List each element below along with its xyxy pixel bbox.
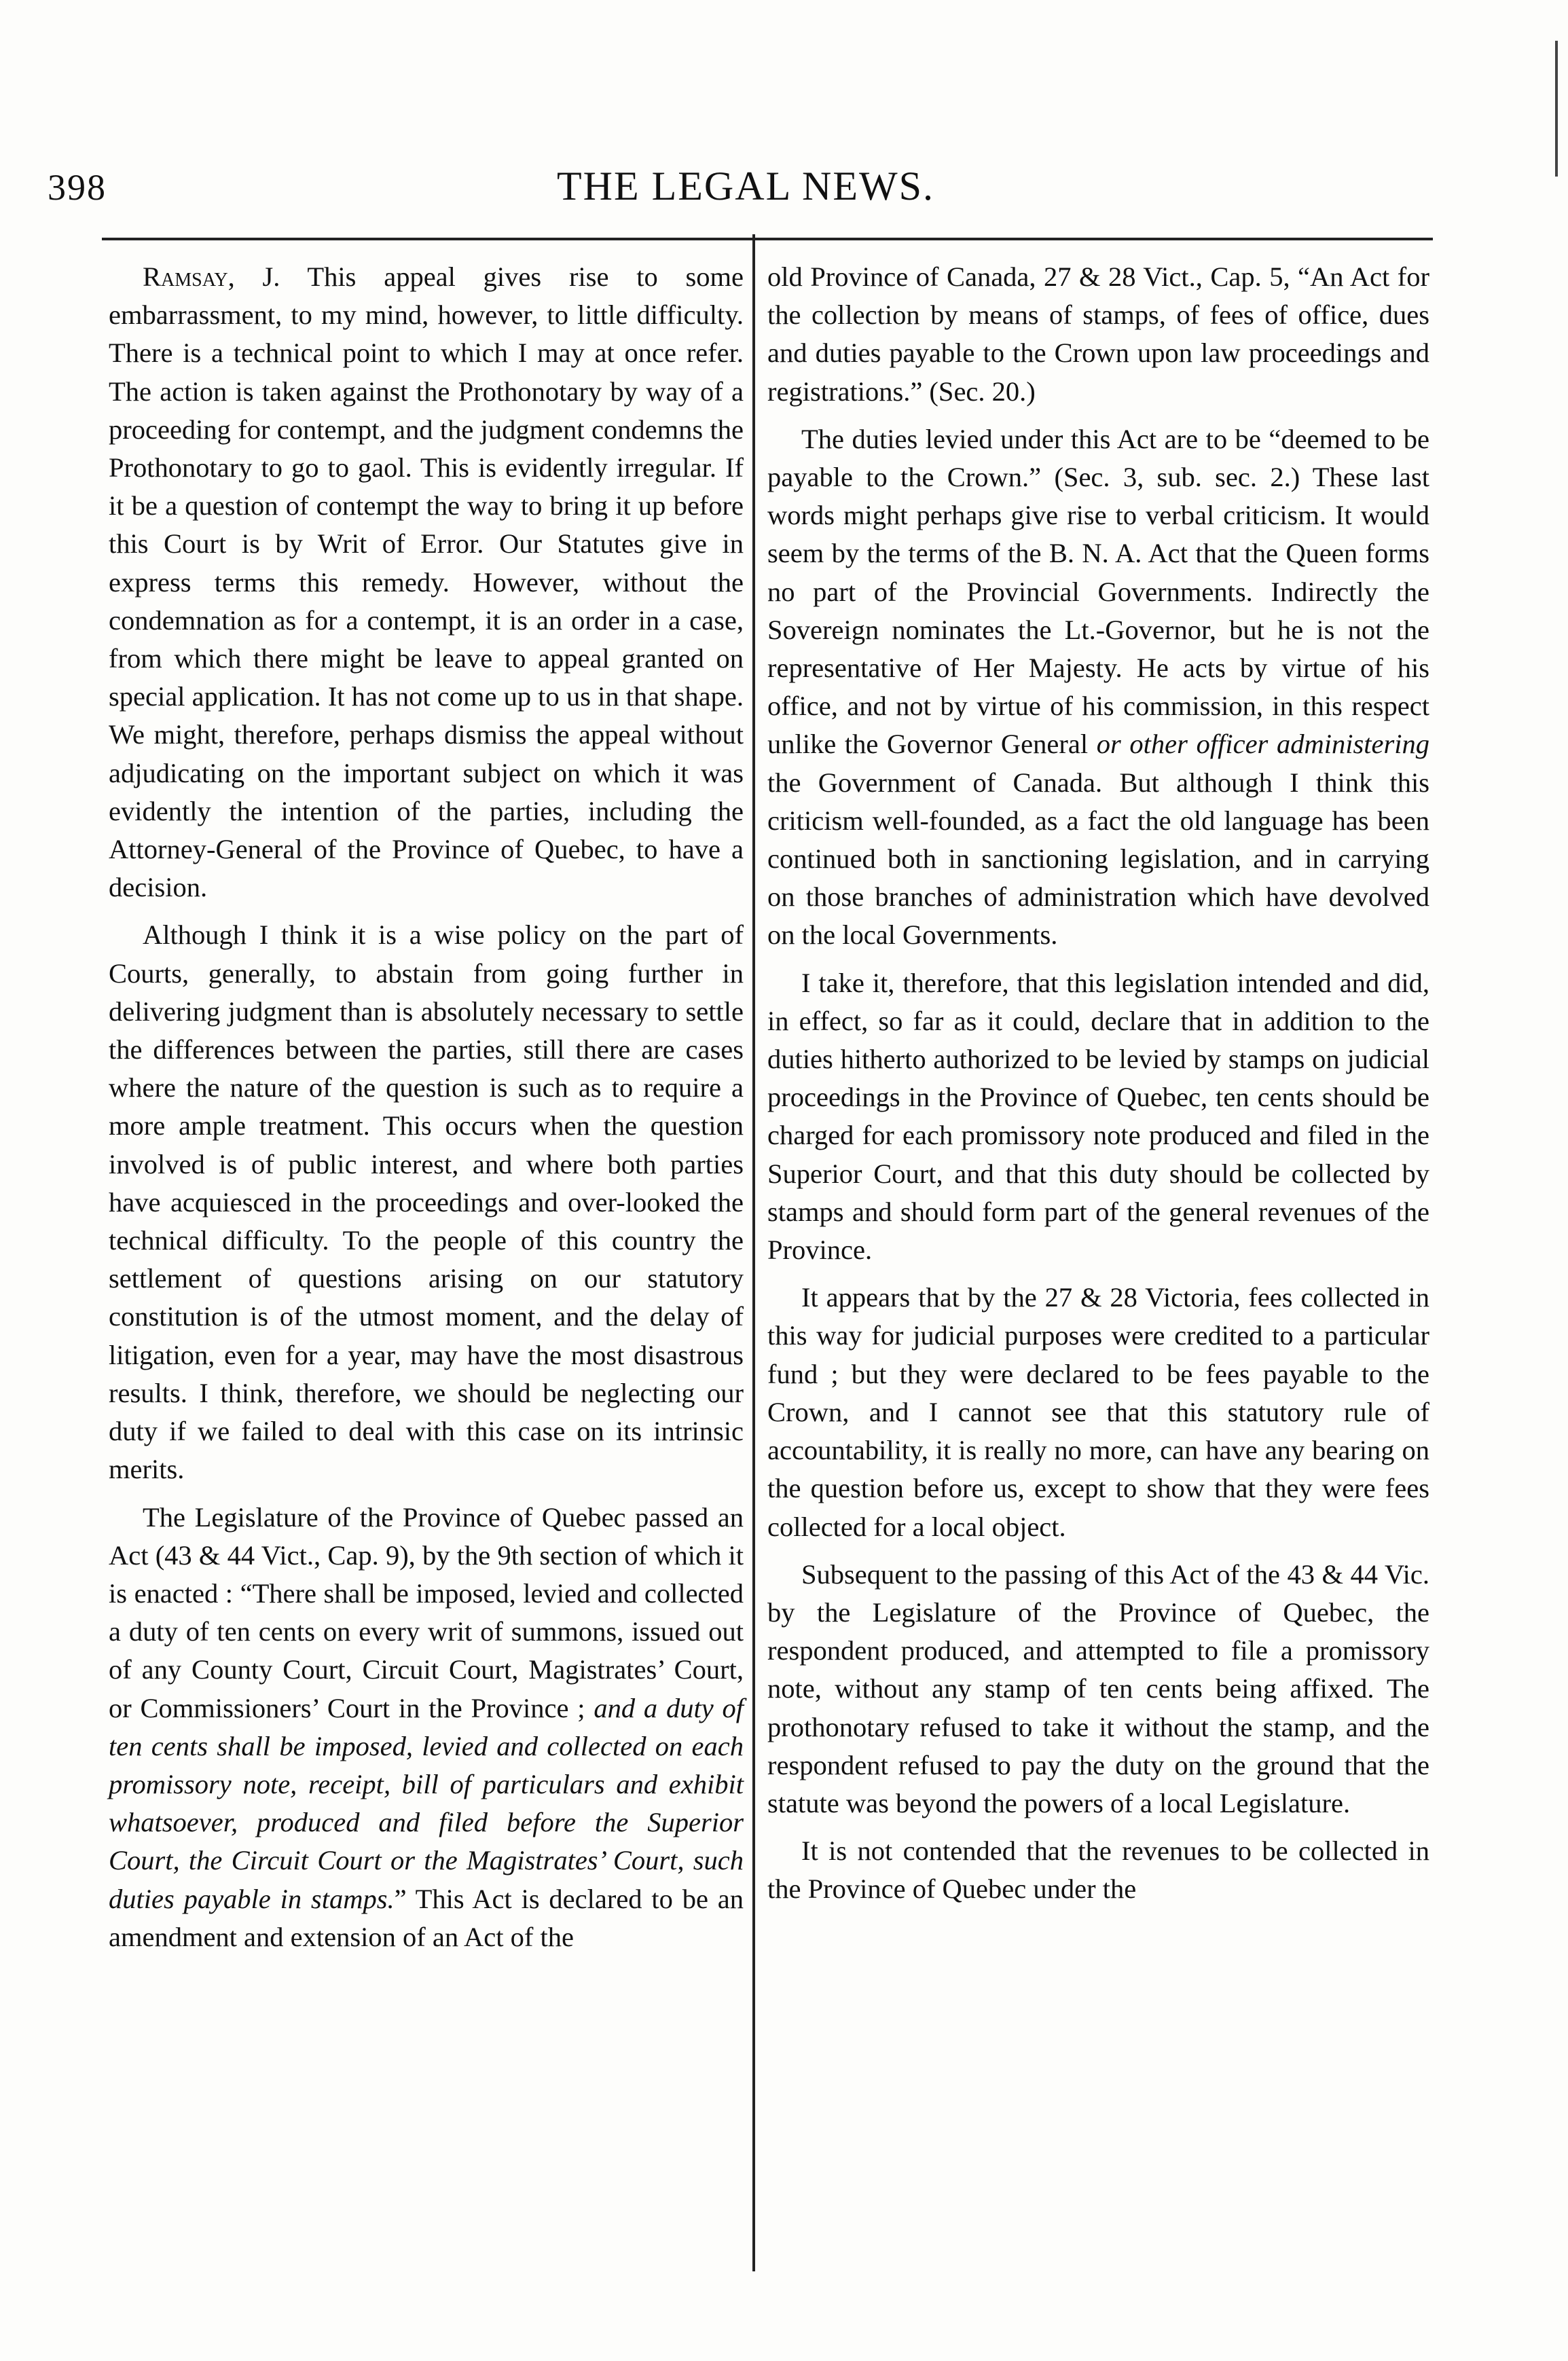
right-paragraph-4: It appears that by the 27 & 28 Victoria, fees collected in this way for judicial purposes were credited to a particular fund ; but they were declared to be fees payable to the Crown, and I cannot see that this statutory rule of accountability, it is really no more, can have any bearing on the question before us, except to show that they were fees collected for a local object.: [767, 1282, 1429, 1542]
right-paragraph-2-italic: or other officer administering: [1096, 729, 1429, 760]
column-divider: [752, 234, 755, 2271]
page-edge-mark: [1555, 41, 1558, 177]
left-paragraph-2: Although I think it is a wise policy on the part of Courts, generally, to abstain from going further in delivering judgment than is absolutely necessary to settle the differences between the parties, still there are cases where the nature of the question is such as to require a more ample treatment. This occurs when the question involved is of public interest, and where both parties have acquiesced in the proceedings and over-looked the technical difficulty. To the people of this country the settlement of questions arising on our statutory constitution is of the utmost moment, and the delay of litigation, even for a year, may have the most disastrous results. I think, therefore, we should be neglecting our duty if we failed to deal with this case on its intrinsic merits.: [109, 919, 744, 1485]
right-paragraph-1: old Province of Canada, 27 & 28 Vict., Cap. 5, “An Act for the collection by means of stamps, of fees of office, dues and duties payable to the Crown upon law proceedings and registrations.” (Sec. 20.): [767, 261, 1429, 407]
left-paragraph-1-text: This appeal gives rise to some embarrassment, to my mind, however, to little difficulty. There is a technical point to which I may at once refer. The action is taken against the Prothonotary by way of a proceeding for contempt, and the judgment condemns the Prothonotary to go to gaol. This is evidently irregular. If it be a question of contempt the way to bring it up before this Court is by Writ of Error. Our Statutes give in express terms this remedy. However, without the condemnation as for a contempt, it is an order in a case, from which there might be leave to appeal granted on special application. It has not come up to us in that shape. We might, therefore, perhaps dismiss the appeal without adjudicating on the important subject on which it was evidently the intention of the parties, including the Attorney-General of the Province of Quebec, to have a decision.: [109, 261, 744, 903]
right-paragraph-6: It is not contended that the revenues to be collected in the Province of Quebec under the: [767, 1835, 1429, 1905]
judge-name: Ramsay, J.: [143, 261, 280, 292]
right-column: [767, 258, 1429, 1918]
left-column: [109, 258, 744, 1966]
header-rule: [102, 238, 1433, 240]
left-paragraph-3-text-a: The Legislature of the Province of Quebec passed an Act (43 & 44 Vict., Cap. 9), by the 9th section of which it is enacted : “There shall be imposed, levied and collected a duty of ten cents on every writ of summons, issued out of any County Court, Circuit Court, Magistrates’ Court, or Commissioners’ Court in the Province ;: [109, 1501, 744, 1723]
right-paragraph-2-text-a: The duties levied under this Act are to be “deemed to be payable to the Crown.” (Sec. 3, sub. sec. 2.) These last words might perhaps give rise to verbal criticism. It would seem by the terms of the B. N. A. Act that the Queen forms no part of the Provincial Governments. Indirectly the Sovereign nominates the Lt.-Governor, but he is not the representative of Her Majesty. He acts by virtue of his office, and not by virtue of his commission, in this respect unlike the Governor General: [767, 423, 1429, 760]
statute-quote-italic: and a duty of ten cents shall be imposed, levied and collected on each promissory note, receipt, bill of particulars and exhibit whatsoever, produced and filed before the Superior Court, the Circuit Court or the Magistrates’ Court, such duties payable in stamps.: [109, 1692, 744, 1914]
right-paragraph-5: Subsequent to the passing of this Act of the 43 & 44 Vic. by the Legislature of the Province of Quebec, the respondent produced, and attempted to file a promissory note, without any stamp of ten cents being affixed. The prothonotary refused to take it without the stamp, and the respondent refused to pay the duty on the ground that the statute was beyond the powers of a local Legislature.: [767, 1558, 1429, 1818]
right-paragraph-2: [767, 420, 1429, 955]
left-paragraph-1: [109, 258, 744, 907]
right-paragraph-3: I take it, therefore, that this legislation intended and did, in effect, so far as it could, declare that in addition to the duties hitherto authorized to be levied by stamps on judicial proceedings in the Province of Quebec, ten cents should be charged for each promissory note produced and filed in the Superior Court, and that this duty should be collected by stamps and should form part of the general revenues of the Province.: [767, 967, 1429, 1266]
right-paragraph-2-text-b: the Government of Canada. But although I think this criticism well-founded, as a fact the old language has been continued both in sanctioning legislation, and in carrying on those branches of administration which have devolved on the local Governments.: [767, 767, 1429, 951]
page-number: 398: [48, 167, 107, 208]
left-paragraph-3: [109, 1499, 744, 1956]
running-title: THE LEGAL NEWS.: [557, 164, 934, 208]
left-paragraph-3-text-b: ” This Act is declared to be an amendment and extension of an Act of the: [109, 1883, 744, 1952]
